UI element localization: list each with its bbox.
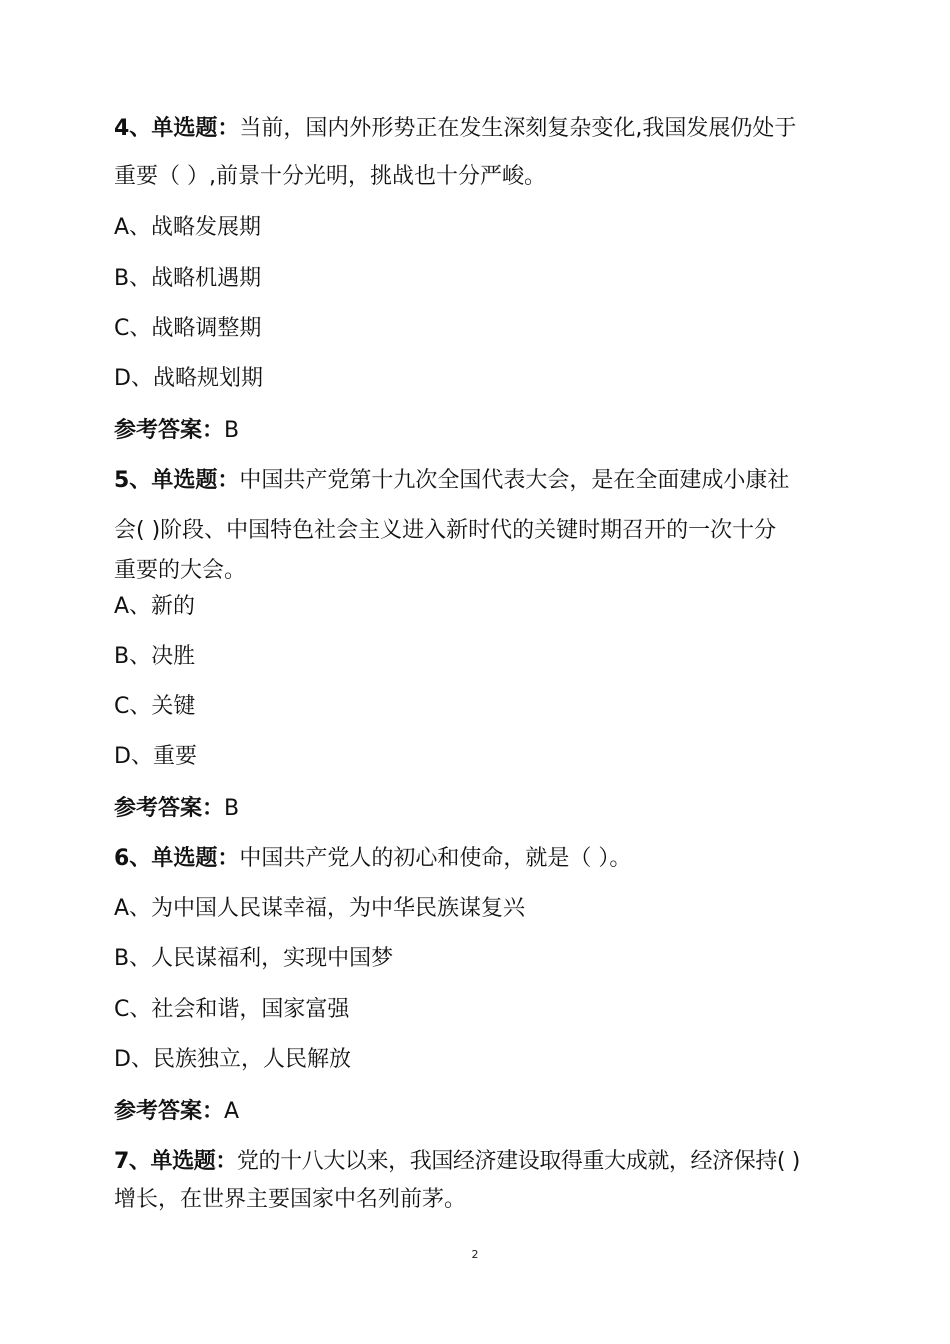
question-type: 单选题：	[150, 1149, 237, 1174]
question-text: 党的十八大以来，我国经济建设取得重大成就，经济保持( )	[236, 1149, 800, 1174]
question-number: 4、	[114, 116, 152, 141]
question-type: 单选题：	[151, 116, 240, 141]
question-number: 7、	[114, 1149, 151, 1174]
option-d: D、重要	[114, 744, 197, 769]
answer-label: 参考答案：	[114, 1099, 225, 1124]
question-text: 中国共产党人的初心和使命，就是（ ）。	[239, 846, 632, 871]
option-d: D、民族独立，人民解放	[114, 1047, 351, 1072]
question-4-stem-line-2: 重要（ ）,前景十分光明，挑战也十分严峻。	[114, 164, 546, 189]
question-type: 单选题：	[151, 846, 240, 871]
question-text: 当前，国内外形势正在发生深刻复杂变化,我国发展仍处于	[239, 116, 797, 141]
answer-line	[114, 794, 840, 824]
question-number: 6、	[114, 846, 152, 871]
option-d: D、战略规划期	[114, 366, 263, 391]
question-5-stem-line-2: 会( )阶段、中国特色社会主义进入新时代的关键时期召开的一次十分	[114, 518, 777, 543]
option-b: B、决胜	[114, 644, 196, 669]
answer-line	[114, 416, 840, 446]
question-7-stem-line-1	[114, 1147, 840, 1177]
question-5-stem-line-1	[114, 466, 840, 496]
question-4-stem-line-1	[114, 114, 840, 144]
answer-label: 参考答案：	[114, 796, 225, 821]
option-a: A、新的	[114, 594, 196, 619]
option-b: B、战略机遇期	[114, 266, 262, 291]
answer-line	[114, 1097, 840, 1127]
question-text: 中国共产党第十九次全国代表大会，是在全面建成小康社	[239, 468, 790, 493]
answer-value: A	[224, 1099, 240, 1124]
question-6-stem-line-1	[114, 844, 840, 874]
question-type: 单选题：	[151, 468, 240, 493]
option-a: A、为中国人民谋幸福，为中华民族谋复兴	[114, 896, 526, 921]
answer-value: B	[224, 796, 240, 821]
question-5-stem-line-3: 重要的大会。	[114, 558, 247, 583]
page-number: 2	[471, 1248, 479, 1261]
option-a: A、战略发展期	[114, 215, 262, 240]
answer-label: 参考答案：	[114, 418, 225, 443]
option-c: C、关键	[114, 694, 196, 719]
option-c: C、社会和谐，国家富强	[114, 997, 350, 1022]
option-c: C、战略调整期	[114, 316, 262, 341]
question-7-stem-line-2: 增长，在世界主要国家中名列前茅。	[114, 1187, 467, 1212]
question-number: 5、	[114, 468, 152, 493]
answer-value: B	[224, 418, 240, 443]
option-b: B、人民谋福利，实现中国梦	[114, 946, 394, 971]
